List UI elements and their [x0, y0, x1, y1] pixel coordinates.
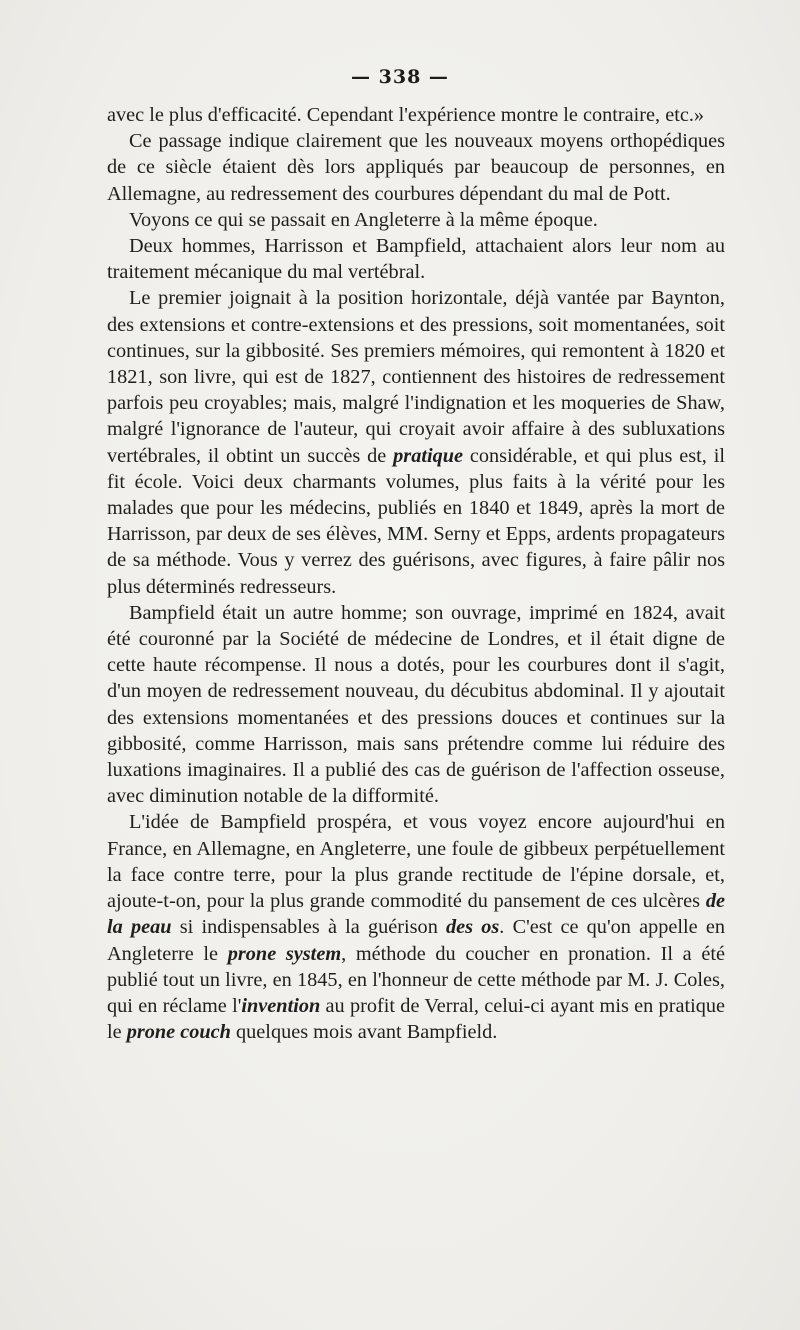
paragraph — [107, 102, 725, 128]
italic-text: prone couch — [126, 1021, 231, 1044]
text-run: Deux hommes, Harrisson et Bampfield, attachaient alors leur nom au traitement mécanique du mal vertébral. — [107, 235, 725, 284]
text-run: au profit de Verral, celui-ci ayant mis en pratique le — [107, 994, 726, 1044]
paragraph — [107, 600, 725, 810]
italic-text: prone system — [227, 942, 342, 965]
paragraph — [107, 809, 725, 1045]
text-run: Ce passage indique clairement que les nouveaux moyens orthopédiques de ce siècle étaient dès lors appliqués par beaucoup de personnes, en Allemagne, au redressement des courbures dépendant du mal de Pott. — [107, 130, 725, 205]
italic-text: invention — [241, 994, 321, 1017]
text-run: Voyons ce qui se passait en Angleterre à la même époque. — [129, 208, 598, 231]
italic-text: pratique — [393, 444, 464, 467]
text-run: . C'est ce qu'on appelle en Angleterre le — [107, 916, 725, 965]
body-text — [107, 102, 725, 1045]
italic-text: de la peau — [107, 890, 725, 939]
text-run: avec le plus d'efficacité. Cependant l'expérience montre le contraire, etc.» — [107, 104, 705, 126]
paragraph — [107, 128, 725, 207]
italic-text: des os — [446, 916, 500, 939]
text-run: considérable, et qui plus est, il fit école. Voici deux charmants volumes, plus faits à la vérité pour les malades que pour les médecins, publiés en 1840 et 1849, après la mort de Harrisson, par deux de ses élèves, MM. Serny et Epps, ardents propagateurs de sa méthode. Vous y verrez des guérisons, avec figures, à faire pâlir nos plus déterminés redresseurs. — [107, 444, 725, 598]
text-run: Le premier joignait à la position horizontale, déjà vantée par Baynton, des extensions et contre-extensions et des pressions, soit momentanées, soit continues, sur la gibbosité. Ses premiers mémoires, qui remontent à 1820 et 1821, son livre, qui est de 1827, contiennent des histoires de redressement parfois peu croyables; mais, malgré l'indignation et les moqueries de Shaw, malgré l'ignorance de l'auteur, qui croyait avoir affaire à des subluxations vertébrales, il obtint un succès de — [107, 287, 725, 467]
text-run: Bampfield était un autre homme; son ouvrage, imprimé en 1824, avait été couronné par la Société de médecine de Londres, et il était digne de cette haute récompense. Il nous a dotés, pour les courbures dont il s'agit, d'un moyen de redressement nouveau, du décubitus abdominal. Il y ajoutait des extensions momentanées et des pressions douces et continues sur la gibbosité, comme Harrisson, mais sans prétendre comme lui réduire des luxations imaginaires. Il a publié des cas de guérison de l'affection osseuse, avec diminution notable de la difformité. — [107, 601, 725, 808]
text-run: quelques mois avant Bampfield. — [230, 1021, 498, 1044]
paragraph — [107, 207, 725, 233]
paragraph — [107, 233, 725, 285]
text-run: si indispensables à la guérison — [171, 916, 447, 939]
page-number: — 338 — — [351, 66, 449, 88]
paragraph — [107, 285, 725, 599]
text-run: , méthode du coucher en pronation. Il a été publié tout un livre, en 1845, en l'honneur de cette méthode par M. J. Coles, qui en réclame l' — [107, 942, 725, 1017]
text-run: L'idée de Bampfield prospéra, et vous voyez encore aujourd'hui en France, en Allemagne, en Angleterre, une foule de gibbeux perpétuellement la face contre terre, pour la plus grande rectitude de l'épine dorsale, et, ajoute-t-on, pour la plus grande commodité du pansement de ces ulcères — [107, 811, 725, 913]
